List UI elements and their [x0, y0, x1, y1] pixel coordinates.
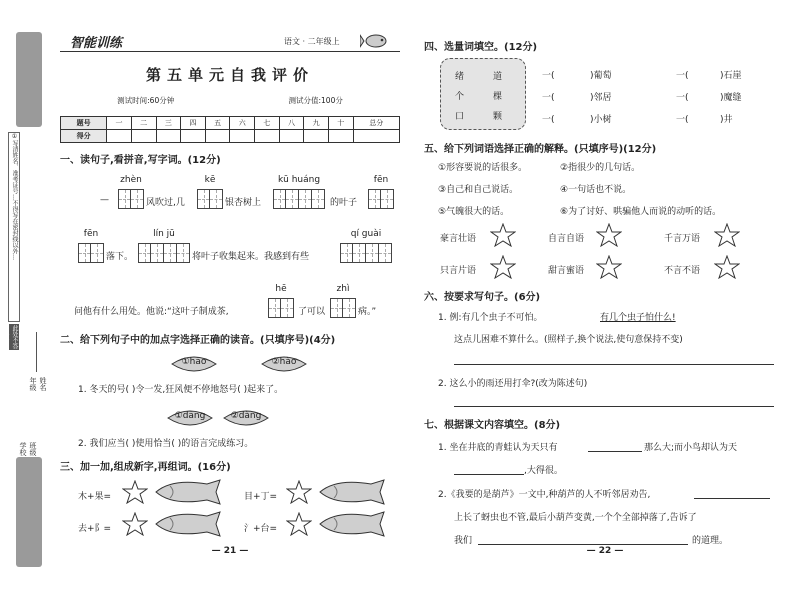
- write-boxes[interactable]: [268, 298, 294, 318]
- word-bank-item: 绪: [455, 72, 465, 82]
- pinyin: kē: [204, 175, 216, 185]
- score-cell[interactable]: [107, 130, 132, 143]
- idiom-word: 豪言壮语: [440, 234, 477, 244]
- fish-icon: [360, 30, 390, 50]
- measure-blank[interactable]: 一(: [676, 71, 689, 81]
- score-cell[interactable]: [156, 130, 181, 143]
- write-boxes[interactable]: [197, 189, 223, 209]
- binding-name: 姓名: [39, 377, 47, 391]
- star-answer-box[interactable]: [286, 512, 312, 536]
- idiom-word: 甜言蜜语: [548, 266, 585, 276]
- equation: 木+果=: [78, 492, 112, 502]
- measure-word: )小树: [590, 115, 612, 125]
- section-1-title: 一、读句子,看拼音,写字词。(12分): [60, 155, 221, 166]
- sentence-text: 落下。: [106, 252, 134, 262]
- write-boxes[interactable]: [368, 189, 394, 209]
- question-line: 这点儿困难不算什么。(照样子,换个说法,使句意保持不变): [454, 335, 683, 345]
- fish-answer-box[interactable]: [316, 510, 386, 538]
- star-answer-box[interactable]: [490, 255, 516, 279]
- sentence-text: 将叶子收集起来。我感到有些: [192, 252, 310, 262]
- word-bank: [440, 58, 526, 130]
- idiom-word: 千言万语: [664, 234, 701, 244]
- score-cell[interactable]: [328, 130, 353, 143]
- star-answer-box[interactable]: [490, 223, 516, 247]
- binding-bar-bottom: [16, 457, 42, 567]
- word-bank-item: 口: [455, 112, 465, 122]
- left-page: [60, 30, 400, 570]
- equation: 氵+台=: [244, 524, 278, 534]
- page-title: 第五单元自我评价: [145, 66, 314, 84]
- score-cell[interactable]: [205, 130, 230, 143]
- star-answer-box[interactable]: [122, 480, 148, 504]
- example-sentence: 1. 例:有几个虫子不可怕。: [438, 313, 543, 323]
- pinyin: qí guài: [350, 229, 382, 239]
- question-line: 我们: [454, 536, 473, 546]
- section-7-title: 七、根据课文内容填空。(8分): [424, 420, 561, 431]
- score-col-header: 一: [107, 117, 132, 130]
- star-answer-box[interactable]: [714, 255, 740, 279]
- star-answer-box[interactable]: [122, 512, 148, 536]
- score-cell[interactable]: [181, 130, 206, 143]
- question-line: 2.《我要的是葫芦》一文中,种葫芦的人不听邻居劝告,: [438, 490, 651, 500]
- measure-word: )葡萄: [590, 71, 612, 81]
- score-col-header: 三: [156, 117, 181, 130]
- fish-answer-box[interactable]: [152, 510, 222, 538]
- question-line: 的道理。: [692, 536, 729, 546]
- test-time: 测试时间:60分钟: [117, 96, 175, 105]
- answer-line[interactable]: [588, 451, 642, 452]
- measure-word: )井: [720, 115, 733, 125]
- binding-tag: 此处不答题: [2, 325, 18, 349]
- pinyin-option-leaf: ②hào: [260, 354, 308, 374]
- answer-line[interactable]: [694, 498, 770, 499]
- fish-answer-box[interactable]: [152, 478, 222, 506]
- sentence-text: 了可以: [298, 307, 326, 317]
- score-table: [60, 116, 400, 143]
- binding-school: 学校: [19, 442, 27, 456]
- section-6-title: 六、按要求写句子。(6分): [424, 292, 541, 303]
- word-bank-item: 棵: [493, 92, 503, 102]
- fish-answer-box[interactable]: [316, 478, 386, 506]
- answer-line[interactable]: [478, 544, 688, 545]
- score-col-header: 九: [304, 117, 329, 130]
- score-row-label: 得分: [61, 130, 107, 143]
- measure-blank[interactable]: 一(: [542, 93, 555, 103]
- measure-word: )石崖: [720, 71, 742, 81]
- write-boxes[interactable]: [330, 298, 356, 318]
- definition-option: ③自己和自己说话。: [438, 185, 519, 195]
- answer-line[interactable]: [454, 364, 774, 365]
- write-boxes[interactable]: [273, 189, 325, 209]
- score-cell[interactable]: [131, 130, 156, 143]
- idiom-word: 只言片语: [440, 266, 477, 276]
- binding-grade: 年级: [29, 377, 37, 391]
- test-score: 测试分值:100分: [288, 96, 343, 105]
- score-col-header: 四: [181, 117, 206, 130]
- star-answer-box[interactable]: [286, 480, 312, 504]
- test-info: [60, 95, 400, 106]
- score-cell[interactable]: [353, 130, 399, 143]
- score-col-header: 八: [279, 117, 304, 130]
- page-number: — 22 —: [586, 546, 624, 556]
- score-cell[interactable]: [279, 130, 304, 143]
- star-answer-box[interactable]: [596, 255, 622, 279]
- right-page: [420, 30, 790, 570]
- subject-label: 语文 · 二年级上: [284, 37, 340, 46]
- pinyin: zhèn: [120, 175, 142, 185]
- section-5-title: 五、给下列词语选择正确的解释。(只填序号)(12分): [424, 144, 657, 155]
- question-line: 2. 这么小的雨还用打伞?(改为陈述句): [438, 379, 588, 389]
- measure-word: )魔缝: [720, 93, 742, 103]
- measure-blank[interactable]: 一(: [676, 115, 689, 125]
- write-boxes[interactable]: [118, 189, 144, 209]
- idiom-word: 不言不语: [664, 266, 701, 276]
- word-bank-item: 颗: [493, 112, 503, 122]
- measure-blank[interactable]: 一(: [542, 115, 555, 125]
- score-cell[interactable]: [255, 130, 280, 143]
- brand-title: 智能训练: [70, 36, 123, 51]
- pinyin-option-leaf: ②dàng: [222, 408, 270, 428]
- page-header: [60, 30, 400, 52]
- question-line: 那么大;而小鸟却认为天: [644, 443, 738, 453]
- dash: —: [100, 195, 109, 205]
- pinyin: zhì: [336, 284, 350, 294]
- pinyin: fēn: [373, 175, 389, 185]
- definition-option: ④一句话也不说。: [560, 185, 632, 195]
- sentence-text: 病。”: [358, 307, 377, 317]
- write-boxes[interactable]: [138, 243, 190, 263]
- write-boxes[interactable]: [78, 243, 104, 263]
- sentence-text: 风吹过,几: [146, 198, 185, 208]
- score-cell[interactable]: [230, 130, 255, 143]
- score-col-header: 七: [255, 117, 280, 130]
- section-4-title: 四、选量词填空。(12分): [424, 42, 538, 53]
- example-answer: 有几个虫子怕什么!: [600, 313, 676, 323]
- score-col-header: 二: [131, 117, 156, 130]
- pinyin: lín jū: [153, 229, 175, 239]
- measure-word: )邻居: [590, 93, 612, 103]
- answer-line[interactable]: [454, 474, 524, 475]
- pinyin: kū huáng: [277, 175, 321, 185]
- score-col-header: 题号: [61, 117, 107, 130]
- sentence-text: 问他有什么用处。他说:“这叶子制成茶,: [74, 307, 229, 317]
- binding-note: ①写清姓名、准考证号…不得写在密封线以外…: [8, 132, 20, 322]
- measure-blank[interactable]: 一(: [676, 93, 689, 103]
- star-answer-box[interactable]: [714, 223, 740, 247]
- definition-option: ①形容要说的话很多。: [438, 163, 528, 173]
- pinyin: hē: [275, 284, 287, 294]
- measure-blank[interactable]: 一(: [542, 71, 555, 81]
- question-line: 2. 我们应当( )使用恰当( )的语言完成练习。: [78, 439, 254, 449]
- answer-line[interactable]: [454, 406, 774, 407]
- equation: 去+阝=: [78, 524, 112, 534]
- question-line: 上长了蚜虫也不管,最后小葫芦变黄,一个个全部掉落了,告诉了: [454, 513, 697, 523]
- definition-option: ②指很少的几句话。: [560, 163, 641, 173]
- word-bank-item: 道: [493, 72, 503, 82]
- star-answer-box[interactable]: [596, 223, 622, 247]
- score-cell[interactable]: [304, 130, 329, 143]
- write-boxes[interactable]: [340, 243, 392, 263]
- score-col-header: 十: [328, 117, 353, 130]
- binding-class: 班级: [29, 442, 37, 456]
- definition-option: ⑤气魄很大的话。: [438, 207, 510, 217]
- equation: 目+丁=: [244, 492, 278, 502]
- page-number: — 21 —: [211, 546, 249, 556]
- score-col-header: 总分: [353, 117, 399, 130]
- binding-line: [36, 332, 37, 372]
- word-bank-item: 个: [455, 92, 465, 102]
- pinyin-option-leaf: ①hāo: [170, 354, 218, 374]
- binding-bar-top: [16, 32, 42, 127]
- section-3-title: 三、加一加,组成新字,再组词。(16分): [60, 462, 231, 473]
- pinyin-option-leaf: ①dāng: [166, 408, 214, 428]
- section-2-title: 二、给下列句子中的加点字选择正确的读音。(只填序号)(4分): [60, 335, 336, 346]
- score-col-header: 五: [205, 117, 230, 130]
- sentence-text: 的叶子: [330, 198, 358, 208]
- definition-option: ⑥为了讨好、哄骗他人而说的动听的话。: [560, 207, 722, 217]
- question-line: 1. 坐在井底的青蛙认为天只有: [438, 443, 558, 453]
- pinyin: fēn: [83, 229, 99, 239]
- binding-strip: [2, 32, 48, 572]
- idiom-word: 自言自语: [548, 234, 585, 244]
- question-line: 1. 冬天的号( )令一发,狂风便不停地怒号( )起来了。: [78, 385, 284, 395]
- score-col-header: 六: [230, 117, 255, 130]
- sentence-text: 银杏树上: [225, 198, 262, 208]
- question-line: ,大得很。: [524, 466, 563, 476]
